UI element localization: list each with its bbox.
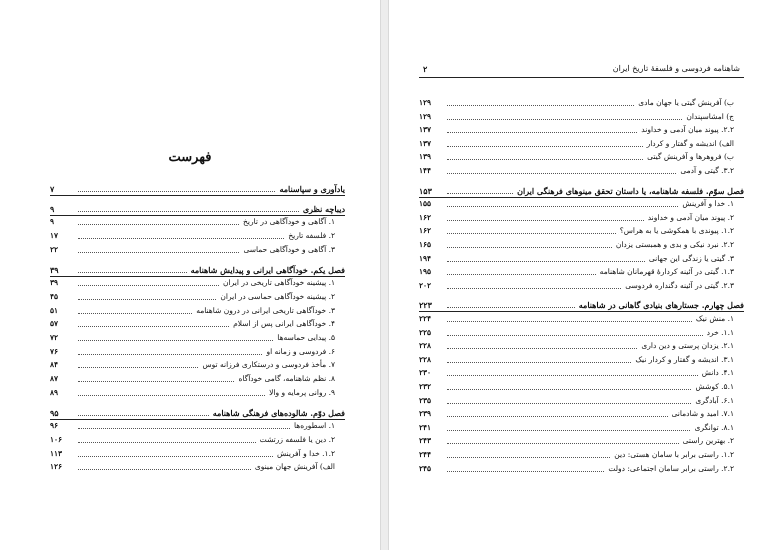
toc-entry-title: ۹. روانی پرمایه و والا xyxy=(269,387,335,397)
toc-page-number: ۱۱۳ xyxy=(50,448,63,458)
toc-entry-title: ب) فروهرها و آفرینش گیتی xyxy=(647,152,734,162)
toc-page-number: ۲۲۵ xyxy=(419,327,432,337)
toc-entry-title: ۱.۲. پیوندی با همکوشی یا به هراس؟ xyxy=(619,226,734,236)
toc-page-number: ۹۵ xyxy=(50,407,59,418)
running-title: شاهنامه فردوسی و فلسفهٔ تاریخ ایران xyxy=(612,64,740,73)
toc-entry-row xyxy=(419,380,744,394)
toc-page-number: ۱۲۹ xyxy=(419,98,432,107)
toc-page-number: ۲۳۰ xyxy=(419,368,432,378)
dot-leader xyxy=(447,375,698,376)
toc-entry-row xyxy=(419,353,744,367)
dot-leader xyxy=(78,326,229,327)
toc-entry-title: فصل سوّم. فلسفه شاهنامه، یا داستان تحقق مینوهای فرهنگی ایران xyxy=(517,185,744,196)
toc-entry-title: الف) اندیشه و گفتار و کردار xyxy=(646,138,734,148)
toc-page-number: ۲۴۵ xyxy=(419,463,432,473)
dot-leader xyxy=(78,381,234,382)
dot-leader xyxy=(447,389,691,390)
toc-entry-title: ۱. پیشینه خودآگاهی تاریخی در ایران xyxy=(223,278,335,288)
dot-leader xyxy=(78,469,251,470)
left-page xyxy=(0,0,381,550)
toc-page-number: ۷ xyxy=(50,184,55,194)
dot-leader xyxy=(447,348,637,349)
toc-page-number: ۲۴۱ xyxy=(419,422,432,432)
toc-page-number: ۲۲۸ xyxy=(419,341,432,351)
toc-entry-row xyxy=(419,421,744,435)
toc-entry-row xyxy=(419,110,744,124)
right-page xyxy=(388,0,768,550)
toc-entry-row xyxy=(50,317,345,331)
toc-page-number: ۵۷ xyxy=(50,319,59,329)
toc-entry-title: ۳. خودآگاهی تاریخی ایرانی در درون شاهنامه xyxy=(196,305,335,315)
toc-entry-row xyxy=(419,339,744,353)
toc-page-number: ۹ xyxy=(50,203,55,214)
toc-page-number: ۱۶۵ xyxy=(419,240,432,249)
toc-chapter-row xyxy=(50,182,345,196)
toc-entry-row xyxy=(50,243,345,257)
toc-entry-row xyxy=(419,211,744,225)
toc-page-number: ۱۳۷ xyxy=(419,125,432,135)
toc-entry-title: یادآوری و سپاسنامه xyxy=(279,184,345,194)
dot-leader xyxy=(78,367,198,368)
toc-entry-row xyxy=(419,197,744,211)
dot-leader xyxy=(78,428,290,429)
toc-entry-row xyxy=(419,265,744,279)
dot-leader xyxy=(78,211,299,212)
toc-entry-row xyxy=(50,229,345,243)
toc-entry-title: ۵.۱. کوشش xyxy=(695,382,734,391)
dot-leader xyxy=(78,354,262,355)
dot-leader xyxy=(447,288,621,289)
dot-leader xyxy=(78,313,192,314)
toc-entry-row xyxy=(419,462,744,476)
toc-entry-title: ۱. اسطوره‌ها xyxy=(294,421,335,431)
toc-page-number: ۲۳۵ xyxy=(419,395,432,405)
toc-entry-title: ۶.۱. آبادگری xyxy=(695,395,734,405)
toc-entry-row xyxy=(419,407,744,421)
toc-page-number: ۳۹ xyxy=(50,264,59,275)
toc-entry-title: ۲. پیشینه خودآگاهی حماسی در ایران xyxy=(220,291,335,301)
dot-leader xyxy=(78,252,239,253)
dot-leader xyxy=(447,173,676,174)
dot-leader xyxy=(447,471,604,472)
toc-entry-title: ۸.۱. توانگری xyxy=(694,422,734,432)
dot-leader xyxy=(447,362,631,363)
dot-leader xyxy=(78,415,209,416)
toc-entry-title: ۳. آگاهی و خودآگاهی حماسی xyxy=(243,244,335,254)
toc-chapter-row xyxy=(50,263,345,277)
toc-entry-title: ۱.۱. خرد xyxy=(706,327,734,337)
toc-entry-title: ۱. خدا و آفرینش xyxy=(682,199,734,209)
dot-leader xyxy=(447,430,690,431)
toc-page-number: ۱۶۲ xyxy=(419,212,432,222)
toc-entry-title: ۲. فلسفه تاریخ xyxy=(288,231,335,241)
dot-leader xyxy=(447,335,703,336)
page-gutter xyxy=(381,0,388,550)
toc-page-number: ۲۴۳ xyxy=(419,436,432,446)
dot-leader xyxy=(447,403,691,404)
toc-page-number: ۲۲ xyxy=(50,244,59,254)
toc-page-number: ۲۳۲ xyxy=(419,382,432,391)
toc-entry-row xyxy=(50,331,345,345)
toc-page-number: ۱۹۴ xyxy=(419,253,432,263)
toc-entry-title: ۴.۱. دانش xyxy=(701,368,734,378)
toc-entry-title: ۳.۲. گیتی و آدمی xyxy=(680,166,734,175)
dot-leader xyxy=(447,159,643,160)
toc-chapter-row xyxy=(419,184,744,198)
page-number: ۲ xyxy=(423,64,428,74)
toc-entry-row xyxy=(419,150,744,164)
toc-entry-title: ۷. مأخذ فردوسی و درستکاری فرزانه توس xyxy=(202,360,335,370)
toc-page-number: ۲۰۲ xyxy=(419,280,432,290)
toc-entry-row xyxy=(50,433,345,447)
toc-entry-title: ۲.۲. راستی برابر سامان اجتماعی: دولت xyxy=(608,463,734,473)
dot-leader xyxy=(78,285,219,286)
dot-leader xyxy=(78,299,216,300)
dot-leader xyxy=(447,132,637,133)
dot-leader xyxy=(78,442,256,443)
toc-entry-title: ۲.۲. نبرد نیکی و بدی و همبستی یزدان xyxy=(615,240,734,249)
toc-entry-row xyxy=(50,386,345,400)
dot-leader xyxy=(447,220,644,221)
toc-entry-title: الف) آفرینش جهان مینوی xyxy=(254,462,335,472)
dot-leader xyxy=(447,274,596,275)
toc-page-number: ۱۷ xyxy=(50,231,59,241)
toc-entry-row xyxy=(419,123,744,137)
toc-entry-row xyxy=(50,419,345,433)
toc-page-number: ۸۴ xyxy=(50,360,59,370)
toc-page-number: ۱۲۹ xyxy=(419,111,432,121)
toc-entry-title: ۲.۳. گیتی در آئینه دگنداره فردوسی xyxy=(625,280,734,290)
running-head xyxy=(419,63,744,78)
toc-entry-title: ۳. گیتی یا زندگی این جهانی xyxy=(648,253,734,263)
toc-page-number: ۳۹ xyxy=(50,278,59,288)
dot-leader xyxy=(78,456,273,457)
toc-entry-title: ۶. فردوسی و زمانه او xyxy=(266,346,335,356)
dot-leader xyxy=(78,272,187,273)
toc-page-number: ۱۶۲ xyxy=(419,226,432,236)
toc-page-number: ۲۲۳ xyxy=(419,300,432,311)
dot-leader xyxy=(447,119,682,120)
toc-entry-row xyxy=(50,215,345,229)
toc-entry-row xyxy=(50,447,345,461)
dot-leader xyxy=(447,261,645,262)
toc-page-number: ۵۱ xyxy=(50,305,59,315)
toc-entry-row xyxy=(419,137,744,151)
toc-entry-title: ۲.۱. یزدان پرستی و دین داری xyxy=(641,341,734,351)
toc-entry-title: ۲.۲. پیوند میان آدمی و خداوند xyxy=(641,125,734,135)
dot-leader xyxy=(447,206,678,207)
dot-leader xyxy=(78,340,273,341)
toc-page-number: ۱۴۴ xyxy=(419,166,432,175)
toc-title: فهرست xyxy=(168,150,212,165)
toc-page-number: ۹ xyxy=(50,217,55,227)
toc-entry-row xyxy=(419,326,744,340)
toc-page-number: ۷۶ xyxy=(50,346,59,356)
dot-leader xyxy=(447,146,643,147)
toc-entry-row xyxy=(50,276,345,290)
toc-entry-row xyxy=(50,304,345,318)
toc-page-number: ۲۲۴ xyxy=(419,314,432,323)
toc-entry-title: ۴. خودآگاهی ایرانی پس از اسلام xyxy=(233,319,335,329)
dot-leader xyxy=(447,416,668,417)
toc-entry-row xyxy=(50,290,345,304)
toc-entry-title: فصل یکم. خودآگاهی ایرانی و پیدایش شاهنامه xyxy=(190,264,345,275)
toc-entry-row xyxy=(419,238,744,252)
toc-page-number: ۸۷ xyxy=(50,374,59,384)
toc-entry-row xyxy=(419,96,744,110)
toc-entry-title: دیباچه نظری xyxy=(302,203,345,214)
toc-entry-title: ۳.۱. اندیشه و گفتار و کردار نیک xyxy=(635,354,734,364)
dot-leader xyxy=(447,193,513,194)
toc-page-number: ۹۶ xyxy=(50,421,59,431)
toc-entry-title: ۱.۳. گیتی در آئینه کردارهٔ قهرمانان شاهنامه xyxy=(599,267,734,277)
toc-entry-row xyxy=(419,224,744,238)
dot-leader xyxy=(447,457,610,458)
toc-page-number: ۱۵۳ xyxy=(419,185,432,196)
toc-entry-title: ۱.۲. راستی برابر با سامان هستی: دین xyxy=(614,450,734,459)
dot-leader xyxy=(78,224,239,225)
dot-leader xyxy=(78,238,284,239)
toc-entry-title: ج) امشاسپندان xyxy=(686,111,734,121)
toc-page-number: ۱۳۹ xyxy=(419,152,432,162)
dot-leader xyxy=(447,307,575,308)
toc-entry-row xyxy=(50,372,345,386)
toc-page-number: ۷۲ xyxy=(50,333,59,342)
toc-entry-row xyxy=(419,279,744,293)
toc-entry-title: ۱.۲. خدا و آفرینش xyxy=(277,448,335,458)
toc-entry-title: ۲. دین یا فلسفه زرتشت xyxy=(259,434,335,444)
toc-entry-row xyxy=(419,448,744,462)
dot-leader xyxy=(447,247,612,248)
toc-entry-title: ۱. آگاهی و خودآگاهی در تاریخ xyxy=(243,217,335,227)
toc-entry-row xyxy=(419,366,744,380)
dot-leader xyxy=(78,395,265,396)
toc-page-number: ۱۳۷ xyxy=(419,138,432,148)
toc-entry-row xyxy=(419,434,744,448)
toc-chapter-row xyxy=(50,202,345,216)
toc-entry-title: ۱. منش نیک xyxy=(695,314,734,323)
toc-entry-row xyxy=(50,460,345,474)
dot-leader xyxy=(447,105,634,106)
toc-entry-title: ۲. پیوند میان آدمی و خداوند xyxy=(647,212,734,222)
toc-entry-row xyxy=(419,164,744,178)
toc-page-number: ۲۲۸ xyxy=(419,354,432,364)
toc-page-number: ۴۵ xyxy=(50,291,59,301)
dot-leader xyxy=(447,321,692,322)
toc-entry-row xyxy=(50,358,345,372)
toc-page-number: ۲۳۹ xyxy=(419,409,432,419)
toc-page-number: ۲۴۴ xyxy=(419,450,432,459)
toc-page-number: ۱۰۶ xyxy=(50,434,63,444)
toc-entry-row xyxy=(419,252,744,266)
toc-entry-title: فصل چهارم. جستارهای بنیادی گاهانی در شاهنامه xyxy=(578,300,744,311)
toc-entry-row xyxy=(419,394,744,408)
toc-entry-row xyxy=(419,312,744,326)
toc-entry-title: فصل دوّم. شالوده‌های فرهنگی شاهنامه xyxy=(212,407,345,418)
toc-chapter-row xyxy=(419,298,744,312)
toc-page-number: ۱۲۶ xyxy=(50,462,63,472)
toc-chapter-row xyxy=(50,406,345,420)
dot-leader xyxy=(447,443,679,444)
toc-entry-title: ۵. پیدایی حماسه‌ها xyxy=(277,333,335,342)
toc-entry-title: ب) آفرینش گیتی یا جهان مادی xyxy=(638,98,734,107)
toc-entry-title: ۸. نظم شاهنامه، گامی خودآگاه xyxy=(238,374,335,384)
toc-entry-title: ۲. بهترین راستی xyxy=(682,436,734,446)
toc-entry-title: ۷.۱. امید و شادمانی xyxy=(671,409,734,419)
toc-page-number: ۱۹۵ xyxy=(419,267,432,277)
toc-entry-row xyxy=(50,345,345,359)
toc-page-number: ۸۹ xyxy=(50,387,59,397)
dot-leader xyxy=(447,233,616,234)
dot-leader xyxy=(78,191,275,192)
toc-page-number: ۱۵۵ xyxy=(419,199,432,209)
